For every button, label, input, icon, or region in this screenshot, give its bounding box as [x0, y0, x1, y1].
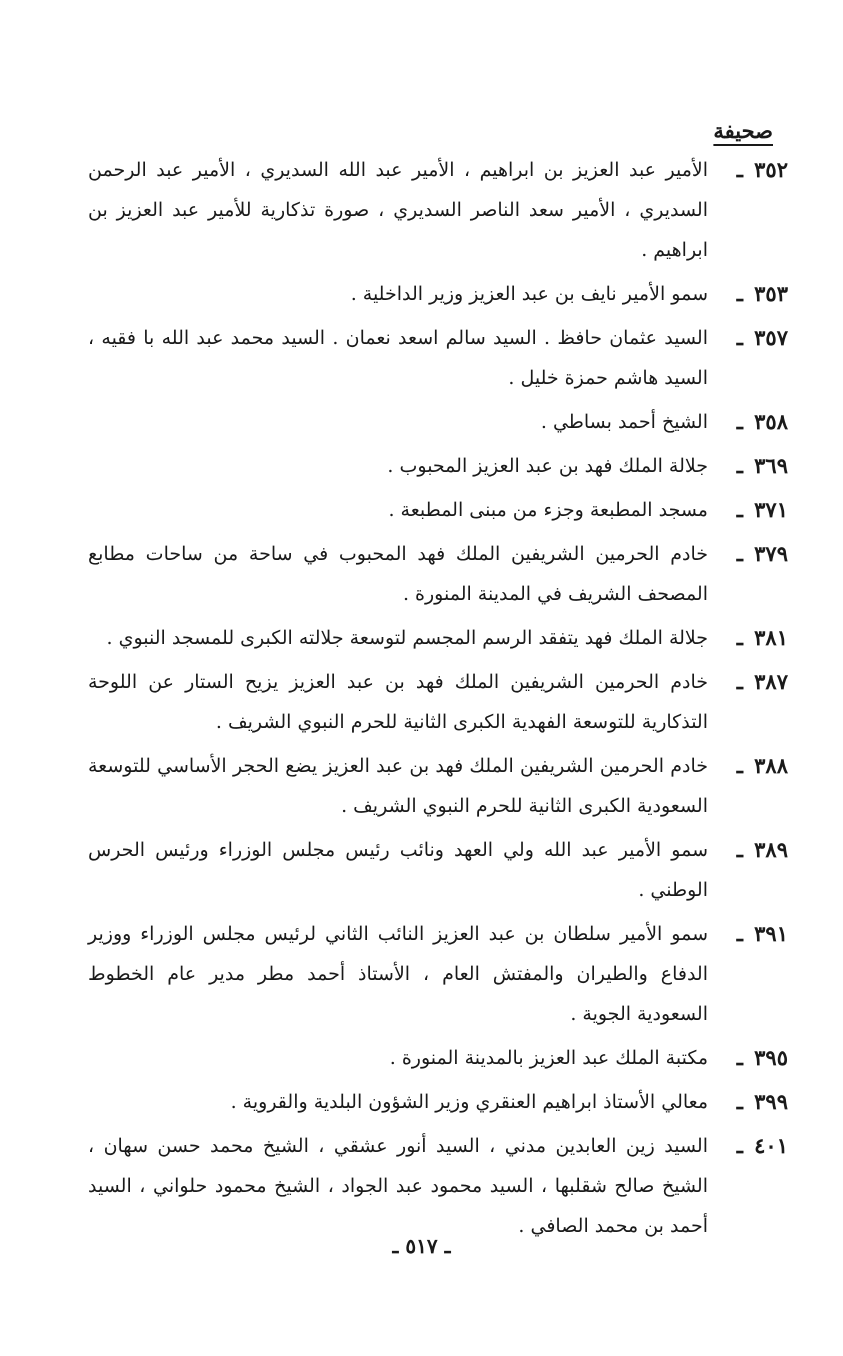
list-item	[88, 1082, 788, 1122]
list-item	[88, 402, 788, 442]
entry-text: جلالة الملك فهد بن عبد العزيز المحبوب .	[387, 455, 708, 477]
entry-text: خادم الحرمين الشريفين الملك فهد المحبوب في ساحة من ساحات مطابع المصحف الشريف في المدينة المنورة .	[88, 543, 708, 605]
entry-text: معالي الأستاذ ابراهيم العنقري وزير الشؤون البلدية والقروية .	[230, 1091, 708, 1113]
entry-number: ٣٩٩ ـ	[736, 1089, 788, 1114]
column-header: صحيفة	[713, 118, 773, 143]
entry-number: ٣٨١ ـ	[736, 625, 788, 650]
entry-number: ٣٥٢ ـ	[736, 157, 788, 182]
entry-text: سمو الأمير نايف بن عبد العزيز وزير الداخلية .	[350, 283, 708, 305]
entry-text: جلالة الملك فهد يتفقد الرسم المجسم لتوسعة جلالته الكبرى للمسجد النبوي .	[106, 627, 708, 649]
entry-text: السيد عثمان حافظ . السيد سالم اسعد نعمان . السيد محمد عبد الله با فقيه ، السيد هاشم حمزة خليل .	[88, 327, 708, 389]
list-item	[88, 490, 788, 530]
entry-text: سمو الأمير عبد الله ولي العهد ونائب رئيس مجلس الوزراء ورئيس الحرس الوطني .	[88, 839, 708, 901]
entry-number: ٣٥٣ ـ	[736, 281, 788, 306]
list-item	[88, 446, 788, 486]
list-item	[88, 534, 788, 614]
entry-number: ٤٠١ ـ	[736, 1133, 788, 1158]
entry-number: ٣٩١ ـ	[736, 921, 788, 946]
entry-number: ٣٧١ ـ	[736, 497, 788, 522]
entry-text: الشيخ أحمد بساطي .	[540, 411, 708, 433]
list-item	[88, 914, 788, 1034]
list-item	[88, 1126, 788, 1246]
entry-number: ٣٦٩ ـ	[736, 453, 788, 478]
list-item	[88, 1038, 788, 1078]
entry-text: سمو الأمير سلطان بن عبد العزيز النائب الثاني لرئيس مجلس الوزراء ووزير الدفاع والطيران والمفتش العام ، الأستاذ أحمد مطر مدير عام الخطوط السعودية الجوية .	[88, 923, 708, 1025]
entry-number: ٣٩٥ ـ	[736, 1045, 788, 1070]
entry-list	[88, 150, 788, 1250]
list-item	[88, 830, 788, 910]
page-number: ـ ٥١٧ ـ	[392, 1234, 451, 1258]
entry-number: ٣٨٧ ـ	[736, 669, 788, 694]
entry-number: ٣٥٨ ـ	[736, 409, 788, 434]
list-item	[88, 662, 788, 742]
entry-text: خادم الحرمين الشريفين الملك فهد بن عبد العزيز يزيح الستار عن اللوحة التذكارية للتوسعة الفهدية الكبرى الثانية للحرم النبوي الشريف .	[88, 671, 708, 733]
list-item	[88, 150, 788, 270]
entry-text: السيد زين العابدين مدني ، السيد أنور عشقي ، الشيخ محمد حسن سهان ، الشيخ صالح شقلبها ، السيد محمود عبد الجواد ، الشيخ محمود حلواني ، السيد أحمد بن محمد الصافي .	[88, 1135, 708, 1237]
entry-number: ٣٧٩ ـ	[736, 541, 788, 566]
entry-number: ٣٥٧ ـ	[736, 325, 788, 350]
entry-number: ٣٨٨ ـ	[736, 753, 788, 778]
entry-number: ٣٨٩ ـ	[736, 837, 788, 862]
list-item	[88, 318, 788, 398]
list-item	[88, 618, 788, 658]
entry-text: مكتبة الملك عبد العزيز بالمدينة المنورة .	[389, 1047, 708, 1069]
entry-text: مسجد المطبعة وجزء من مبنى المطبعة .	[388, 499, 708, 521]
list-item	[88, 746, 788, 826]
list-item	[88, 274, 788, 314]
entry-text: خادم الحرمين الشريفين الملك فهد بن عبد العزيز يضع الحجر الأساسي للتوسعة السعودية الكبرى الثانية للحرم النبوي الشريف .	[88, 755, 708, 817]
entry-text: الأمير عبد العزيز بن ابراهيم ، الأمير عبد الله السديري ، الأمير عبد الرحمن السديري ، الأمير سعد الناصر السديري ، صورة تذكارية للأمير عبد العزيز بن ابراهيم .	[88, 159, 708, 261]
